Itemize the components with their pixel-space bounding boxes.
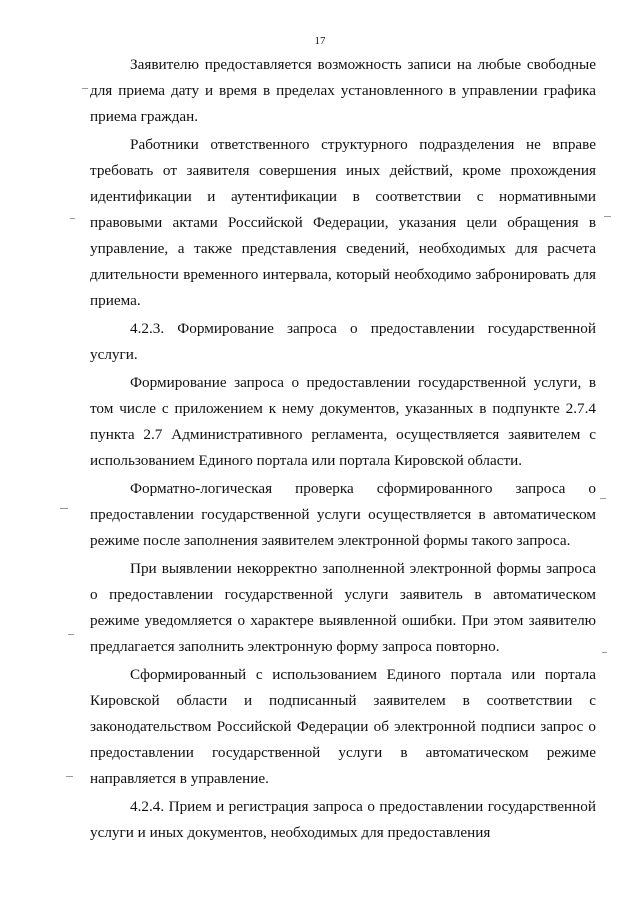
scan-speck: [600, 498, 606, 499]
paragraph-format-check: Форматно-логическая проверка сформированного запроса о предоставлении государственной услуги осуществляется в автоматическом режиме после заполнения заявителем электронной формы такого запроса.: [90, 480, 596, 549]
paragraph-appointment-booking: Заявителю предоставляется возможность записи на любые свободные для приема дату и время в пределах установленного в управлении графика приема граждан.: [90, 56, 596, 125]
section-heading-4-2-3: 4.2.3. Формирование запроса о предоставлении государственной услуги.: [90, 320, 596, 363]
scan-speck: [66, 776, 73, 777]
paragraph-staff-restrictions: Работники ответственного структурного подразделения не вправе требовать от заявителя совершения иных действий, кроме прохождения идентификации и аутентификации в соответствии с нормативными правовыми актами Российской Федерации, указания цели обращения в управление, а также представления сведений, необходимых для расчета длительности временного интервала, который необходимо забронировать для приема.: [90, 136, 596, 309]
scan-speck: [604, 216, 611, 217]
scan-speck: [602, 652, 607, 653]
scan-speck: [82, 88, 88, 89]
paragraph-request-submission: Сформированный с использованием Единого портала или портала Кировской области и подписанный заявителем в соответствии с законодательством Российской Федерации об электронной подписи запрос о предоставлении государственной услуги в автоматическом режиме направляется в управление.: [90, 666, 596, 787]
scan-speck: [70, 218, 75, 219]
paragraph-error-notification: При выявлении некорректно заполненной электронной формы запроса о предоставлении государственной услуги заявитель в автоматическом режиме уведомляется о характере выявленной ошибки. При этом заявителю предлагается заполнить электронную форму запроса повторно.: [90, 560, 596, 655]
paragraph-request-formation: Формирование запроса о предоставлении государственной услуги, в том числе с приложением к нему документов, указанных в подпункте 2.7.4 пункта 2.7 Административного регламента, осуществляется заявителем с использованием Единого портала или портала Кировской области.: [90, 374, 596, 469]
scan-speck: [68, 634, 74, 635]
page-number: 17: [314, 35, 326, 47]
section-heading-4-2-4: 4.2.4. Прием и регистрация запроса о предоставлении государственной услуги и иных документов, необходимых для предоставления: [90, 798, 596, 841]
scan-speck: [60, 508, 68, 509]
document-body: [90, 52, 596, 846]
